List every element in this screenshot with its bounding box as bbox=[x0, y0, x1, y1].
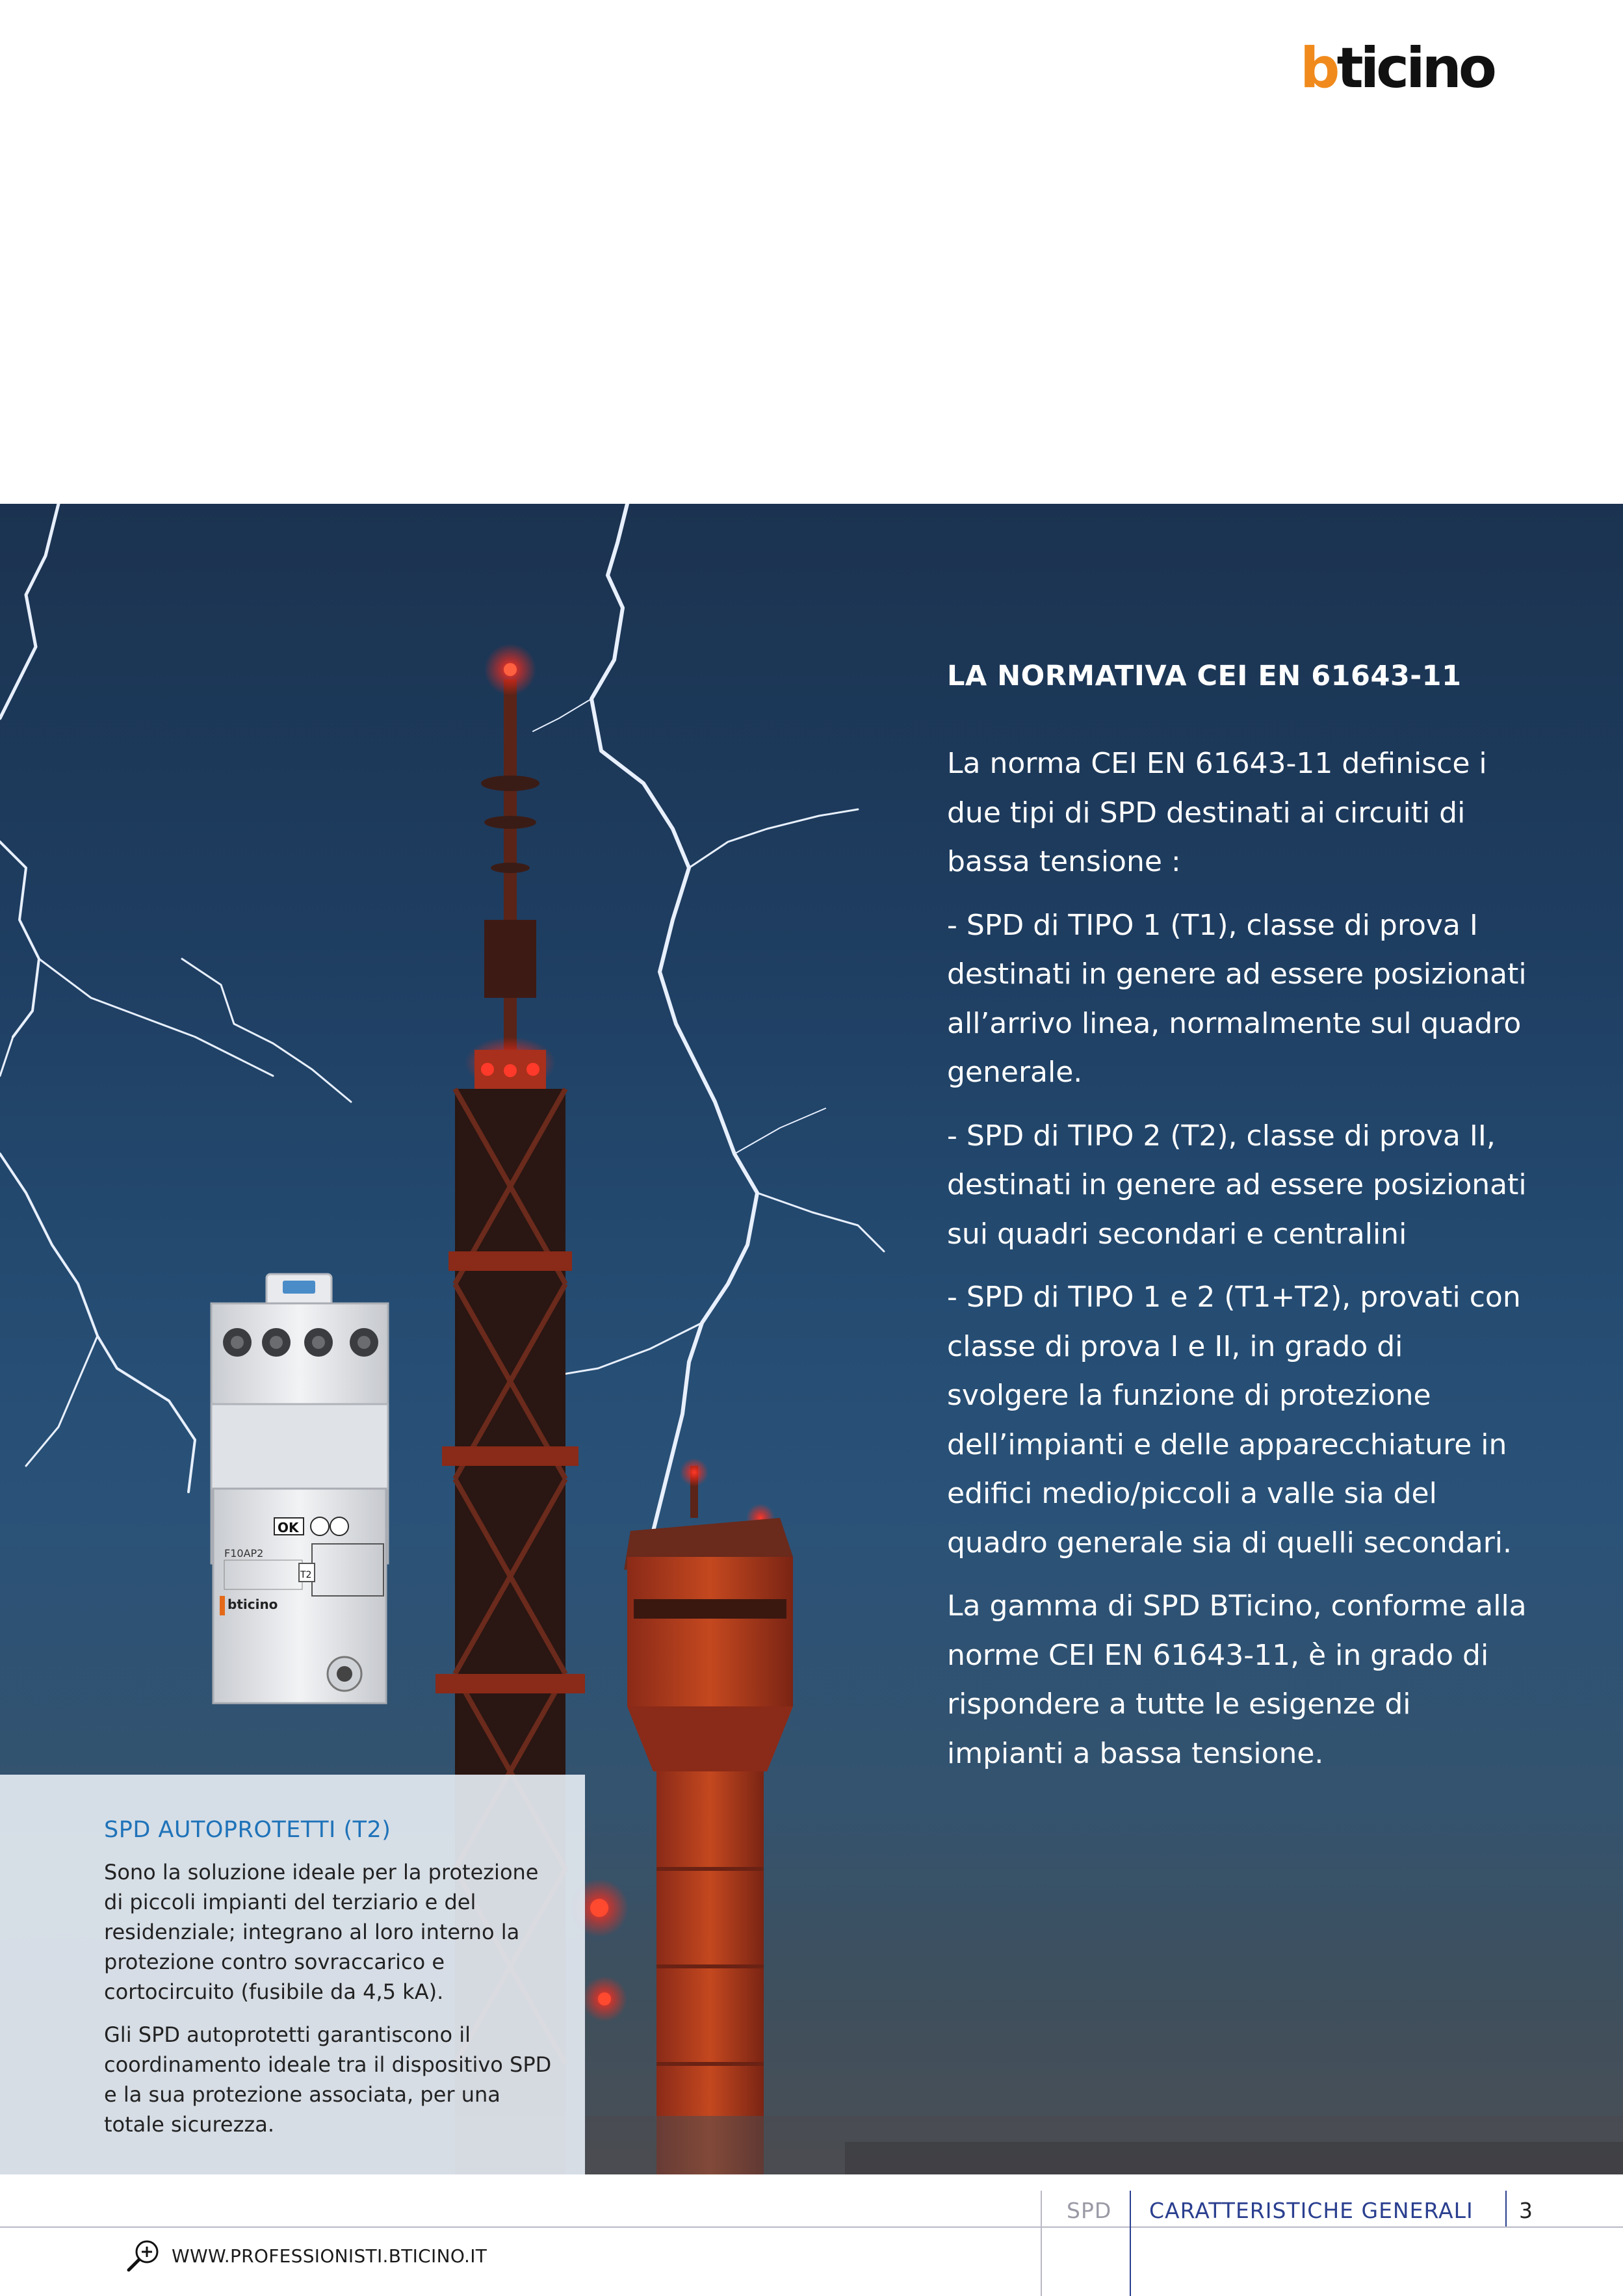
footer-separator bbox=[1130, 2191, 1131, 2296]
article-paragraph: - SPD di TIPO 2 (T2), classe di prova II, destinati in genere ad essere posizionati sui quadri secondari e centralini bbox=[947, 1119, 1527, 1251]
lightning-left-3 bbox=[0, 1037, 13, 1076]
infobox-paragraph: Sono la soluzione ideale per la protezione di piccoli impianti del terziario e del residenziale; integrano al loro interno la protezione contro sovraccarico e cortocircuito (fusibile da 4,5 kA). bbox=[104, 1860, 539, 2004]
lightning-left-6 bbox=[26, 1336, 97, 1466]
article-paragraph: La norma CEI EN 61643-11 definisce i due tipi di SPD destinati ai circuiti di bassa tensione : bbox=[947, 747, 1487, 878]
lightning-branch-1 bbox=[689, 809, 858, 868]
article-paragraph: - SPD di TIPO 1 e 2 (T1+T2), provati con classe di prova I e II, in grado di svolgere la funzione di protezione dell’impianti e delle apparecchiature in edifici medio/piccoli a valle sia del quadro generale sia di quelli secondari. bbox=[947, 1281, 1521, 1559]
footer-website[interactable] bbox=[123, 2226, 487, 2285]
lightning-bolts bbox=[0, 504, 884, 1544]
tower-right bbox=[624, 1458, 793, 2174]
page-number: 3 bbox=[1519, 2198, 1533, 2223]
lightning-left bbox=[0, 504, 58, 718]
lightning-mid-left bbox=[182, 959, 351, 1102]
lightning-branch-5 bbox=[533, 699, 591, 731]
article-heading: LA NORMATIVA CEI EN 61643-11 bbox=[947, 660, 1462, 692]
device-type: T2 bbox=[300, 1570, 312, 1580]
lightning-branch-2 bbox=[757, 1193, 884, 1251]
article-normativa bbox=[947, 660, 1532, 1792]
article-paragraph: - SPD di TIPO 1 (T1), classe di prova I destinati in genere ad essere posizionati all’arrivo linea, normalmente sul quadro generale. bbox=[947, 908, 1527, 1089]
footer-separator bbox=[1505, 2191, 1507, 2226]
lightning-left-2 bbox=[0, 842, 39, 1037]
infobox-spd-autoprotetti bbox=[0, 1775, 585, 2174]
device-ok-label: OK bbox=[278, 1520, 299, 1535]
footer-section: SPD bbox=[1067, 2198, 1112, 2223]
device-brand: bticino bbox=[227, 1597, 278, 1612]
footer-chapter: CARATTERISTICHE GENERALI bbox=[1149, 2198, 1474, 2223]
lightning-left-4 bbox=[0, 1154, 195, 1492]
lightning-main bbox=[591, 504, 757, 1544]
footer-separator bbox=[1041, 2191, 1042, 2296]
infobox-title: SPD AUTOPROTETTI (T2) bbox=[104, 1817, 391, 1843]
lightning-left-5 bbox=[39, 959, 273, 1076]
lightning-branch-3 bbox=[559, 1323, 702, 1375]
article-paragraph: La gamma di SPD BTicino, conforme alla norme CEI EN 61643-11, è in grado di rispondere a tutte le esigenze di impianti a bassa tensione. bbox=[947, 1589, 1527, 1770]
device-model: F10AP2 bbox=[224, 1547, 264, 1559]
bticino-logo bbox=[1300, 40, 1511, 99]
logo-text: bticino bbox=[1300, 40, 1494, 99]
spd-device bbox=[211, 1274, 388, 1703]
zoom-in-icon bbox=[123, 2236, 162, 2275]
website-link[interactable]: WWW.PROFESSIONISTI.BTICINO.IT bbox=[172, 2245, 487, 2267]
infobox-paragraph: Gli SPD autoprotetti garantiscono il coordinamento ideale tra il dispositivo SPD e la sua protezione associata, per una totale sicurezza. bbox=[104, 2022, 552, 2137]
lightning-branch-4 bbox=[734, 1108, 825, 1154]
